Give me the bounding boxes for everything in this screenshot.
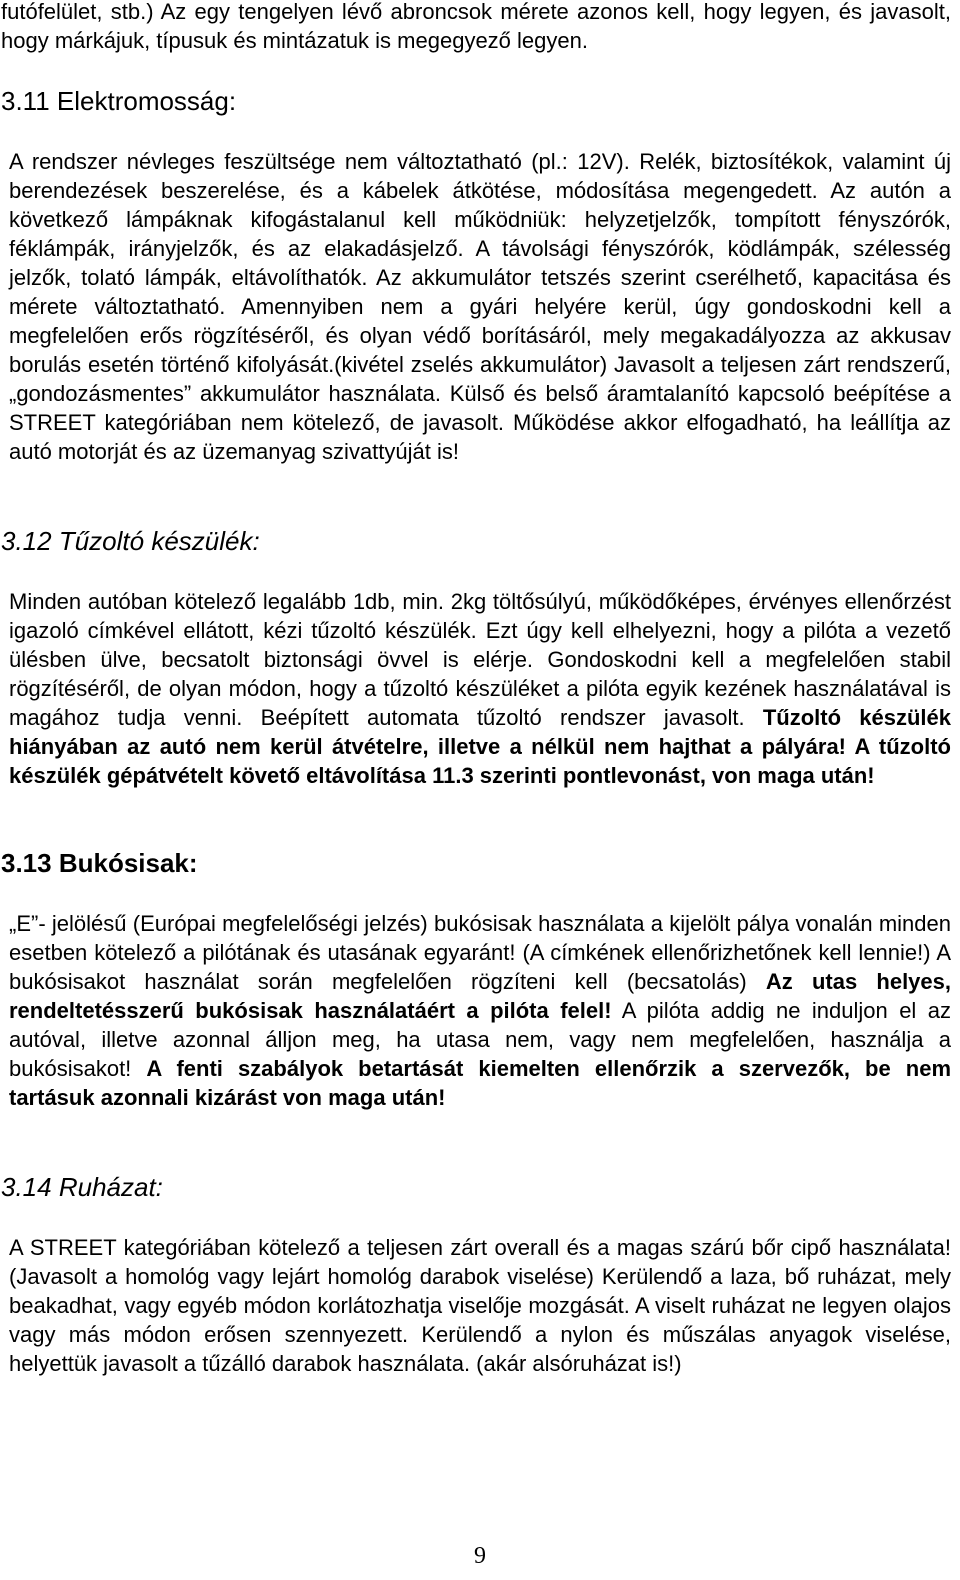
intro-paragraph: futófelület, stb.) Az egy tengelyen lévő abroncsok mérete azonos kell, hogy legyen, és javasolt, hogy márkájuk, típusuk és mintázatuk is megegyező legyen.	[1, 0, 951, 53]
section-3-11-body: A rendszer névleges feszültsége nem változtatható (pl.: 12V). Relék, biztosítékok, valamint új berendezések beszerelése, és a kábelek átkötése, módosítása megengedett. Az autón a következő lámpáknak kifogástalanul kell működniük: helyzetjelzők, tompított fényszórók, féklámpák, irányjelzők, és az elakadásjelző. A távolsági fényszórók, ködlámpák, szélesség jelzők, tolató lámpák, eltávolíthatók. Az akkumulátor tetszés szerint cserélhető, kapacitása és mérete változtatható. Amennyiben nem a gyári helyére kerül, úgy gondoskodni kell a megfelelően erős rögzítéséről, és olyan védő borításáról, mely megakadályozza az akkusav borulás esetén történő kifolyását.(kivétel zselés akkumulátor) Javasolt a teljesen zárt rendszerű, „gondozásmentes” akkumulátor használata. Külső és belső áramtalanító kapcsoló beépítése a STREET kategóriában nem kötelező, de javasolt. Működése akkor elfogadható, ha leállítja az autó motorját és az üzemanyag szivattyúját is!	[9, 149, 951, 464]
section-3-11-heading: 3.11 Elektromosság:	[1, 86, 237, 116]
section-3-14-heading: 3.14 Ruházat:	[1, 1172, 163, 1202]
section-3-13-text-2: A pilóta addig ne induljon el az autóval, illetve azonnal álljon meg, ha utasa nem, vagy nem megfelelően, használja a bukósisakot!	[9, 998, 951, 1081]
section-3-12-text: Minden autóban kötelező legalább 1db, min. 2kg töltősúlyú, működőképes, érvényes ellenőrzést igazoló címkével ellátott, kézi tűzoltó készülék. Ezt úgy kell elhelyezni, hogy a pilóta a vezető ülésben ülve, becsatolt biztonsági övvel is elérje. Gondoskodni kell a megfelelően stabil rögzítéséről, de olyan módon, hogy a tűzoltó készüléket a pilóta egyik kezének használatával is magához tudja venni. Beépített automata tűzoltó rendszer javasolt.	[9, 589, 951, 730]
section-3-12-body	[1, 587, 951, 790]
section-3-13-bold-text-1: Az utas helyes, rendeltetésszerű bukósisak használatáért a pilóta felel!	[9, 969, 952, 1023]
section-3-12-heading: 3.12 Tűzoltó készülék:	[1, 526, 260, 556]
section-3-13-body	[1, 909, 951, 1112]
section-3-13-text-1: „E”- jelölésű (Európai megfelelőségi jelzés) bukósisak használata a kijelölt pálya vonalán minden esetben kötelező a pilótának és utasának egyaránt! (A címkének ellenőrizhetőnek kell lennie!) A bukósisakot használat során megfelelően rögzíteni kell (becsatolás)	[9, 911, 951, 994]
section-3-13-bold-text-2: A fenti szabályok betartását kiemelten ellenőrzik a szervezők, be nem tartásuk azonnali kizárást von maga után!	[9, 1056, 952, 1110]
section-3-12-bold-text: Tűzoltó készülék hiányában az autó nem kerül átvételre, illetve a nélkül nem hajthat a pályára! A tűzoltó készülék gépátvételt követő eltávolítása 11.3 szerinti pontlevonást, von maga után!	[9, 705, 951, 788]
page-number: 9	[474, 1543, 486, 1569]
section-3-14-body: A STREET kategóriában kötelező a teljesen zárt overall és a magas szárú bőr cipő használata! (Javasolt a homológ vagy lejárt homológ darabok viselése) Kerülendő a laza, bő ruházat, mely beakadhat, vagy egyéb módon korlátozhatja viselője mozgását. A viselt ruházat ne legyen olajos vagy más módon erősen szennyezett. Kerülendő a nylon és műszálas anyagok viselése, helyettük javasolt a tűzálló darabok használata. (akár alsóruházat is!)	[9, 1235, 951, 1376]
section-3-13-heading: 3.13 Bukósisak:	[1, 848, 198, 878]
